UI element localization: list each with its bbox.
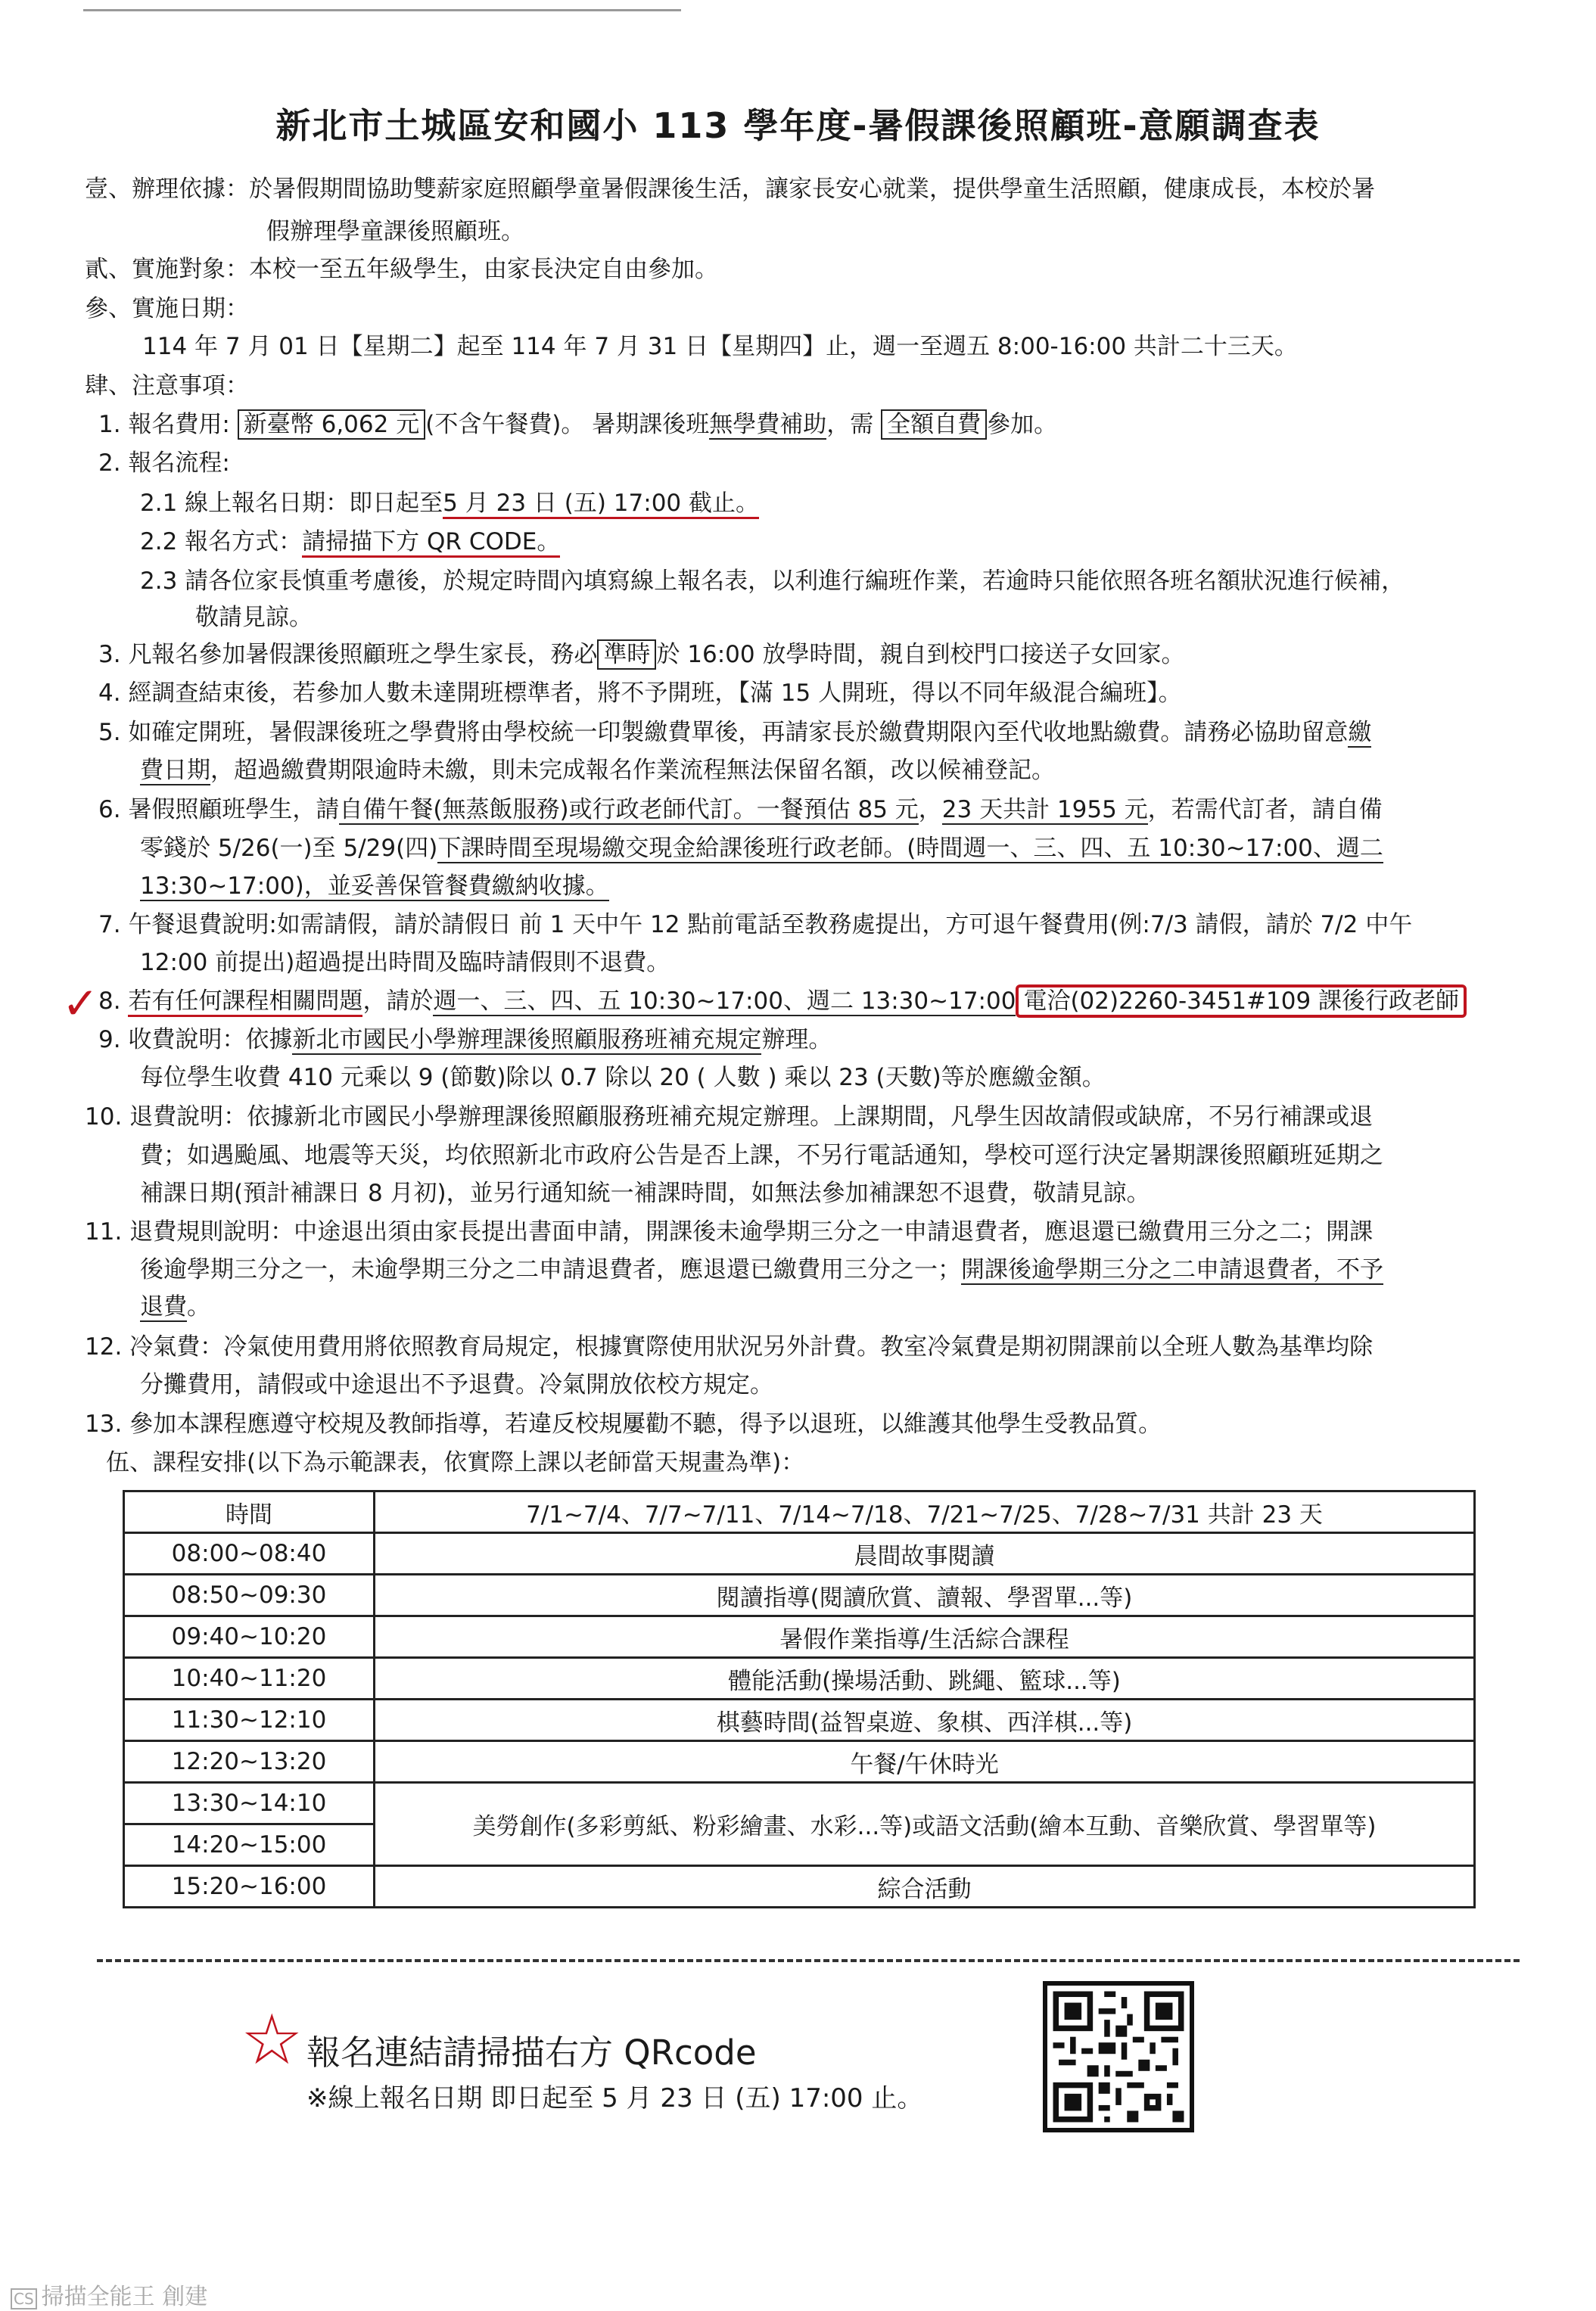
fee-box: 新臺幣 6,062 元 xyxy=(238,409,425,440)
item-12-line-2: 分攤費用，請假或中途退出不予退費。冷氣開放依校方規定。 xyxy=(140,1371,773,1398)
item-6-line-2 xyxy=(140,833,1383,863)
item-5-underline: 繳 xyxy=(1348,719,1372,746)
no-refund-rule: 開課後逾學期三分之二申請退費者，不予 xyxy=(961,1256,1383,1283)
item-11-text-2: 後逾學期三分之一，未逾學期三分之二申請退費者，應退還已繳費用三分之一； xyxy=(140,1256,961,1283)
item-13-text: 參加本課程應遵守校規及教師指導，若違反校規屢勸不聽，得予以退班，以維護其他學生受教品質。 xyxy=(129,1411,1162,1438)
item-11-line-3 xyxy=(140,1292,210,1322)
item-number: 11. xyxy=(85,1218,123,1246)
item-2 xyxy=(98,448,230,478)
table-row xyxy=(124,1866,1475,1908)
sub-number: 2.1 xyxy=(140,490,178,517)
qr-code-icon[interactable] xyxy=(1043,1981,1194,2132)
registration-deadline: 5 月 23 日 (五) 17:00 截止。 xyxy=(443,490,759,519)
item-6-text-3: 零錢於 5/26(一)至 5/29(四) xyxy=(140,835,438,862)
section-2: 貳、實施對象：本校一至五年級學生，由家長決定自由參加。 xyxy=(85,256,718,283)
item-3-text-2: 於 16:00 放學時間，親自到校門口接送子女回家。 xyxy=(656,641,1185,668)
item-8 xyxy=(98,986,1467,1016)
activity-cell: 美勞創作(多彩剪紙、粉彩繪畫、水彩...等)或語文活動(繪本互動、音樂欣賞、學習單等) xyxy=(375,1783,1475,1866)
item-3 xyxy=(98,639,1184,670)
time-cell: 10:40~11:20 xyxy=(124,1658,375,1700)
lunch-total: 23 天共計 1955 元 xyxy=(941,796,1148,823)
checkmark-icon: ✓ xyxy=(62,978,99,1029)
contact-phone: 電洽(02)2260-3451#109 課後行政老師 xyxy=(1016,984,1467,1018)
item-1-text: (不含午餐費)。 暑期課後班 xyxy=(425,411,710,438)
item-number: 7. xyxy=(98,911,121,938)
item-1-text-2: ，需 xyxy=(826,411,874,438)
header-dates: 7/1~7/4、7/7~7/11、7/14~7/18、7/21~7/25、7/28~7/31 共計 23 天 xyxy=(375,1491,1475,1533)
qr-code-graphic xyxy=(1047,1986,1190,2128)
item-6-line-3 xyxy=(140,871,609,901)
payment-date: 費日期 xyxy=(140,757,210,784)
no-subsidy: 無學費補助 xyxy=(709,411,827,438)
item-number: 2. xyxy=(98,449,121,477)
item-9-text: 收費說明：依據 xyxy=(128,1026,293,1053)
item-number: 1. xyxy=(98,411,121,438)
time-cell: 13:30~14:10 xyxy=(124,1783,375,1824)
lunch-option: 自備午餐(無蒸飯服務)或行政老師代訂。一餐預估 85 元 xyxy=(339,796,919,823)
contact-hours: 週一、三、四、五 10:30~17:00、週二 13:30~17:00 xyxy=(433,988,1016,1015)
activity-cell: 綜合活動 xyxy=(375,1866,1475,1908)
registration-method: 請掃描下方 QR CODE。 xyxy=(302,528,560,558)
item-7 xyxy=(98,910,1412,940)
item-5-text-2: ，超過繳費期限逾時未繳，則未完成報名作業流程無法保留名額，改以候補登記。 xyxy=(210,757,1055,784)
item-10-line-2: 費；如遇颱風、地震等天災，均依照新北市政府公告是否上課，不另行電話通知，學校可逕行決定暑期課後照顧班延期之 xyxy=(140,1142,1383,1169)
item-11-line-2 xyxy=(140,1255,1383,1285)
item-2-2 xyxy=(140,527,560,557)
registration-date-note: ※線上報名日期 即日起至 5 月 23 日 (五) 17:00 止。 xyxy=(306,2083,923,2113)
item-11 xyxy=(85,1217,1373,1247)
self-pay-box: 全額自費 xyxy=(881,409,987,440)
scanner-text: 掃描全能王 創建 xyxy=(41,2284,208,2310)
activity-cell: 閱讀指導(閱讀欣賞、讀報、學習單...等) xyxy=(375,1575,1475,1616)
item-1-label: 報名費用: xyxy=(128,411,230,438)
item-5-text: 如確定開班，暑假課後班之學費將由學校統一印製繳費單後，再請家長於繳費期限內至代收地點繳費。請務必協助留意 xyxy=(128,719,1349,746)
table-row xyxy=(124,1783,1475,1824)
item-2-label: 報名流程: xyxy=(128,449,230,477)
scan-edge-line xyxy=(83,9,681,11)
item-8-text: ，請於 xyxy=(362,988,434,1015)
no-refund-rule-2: 退費 xyxy=(140,1293,187,1320)
item-6 xyxy=(98,795,1383,825)
item-2-3-line-2: 敬請見諒。 xyxy=(195,604,313,631)
section-3-date: 114 年 7 月 01 日【星期二】起至 114 年 7 月 31 日【星期四】止，週一至週五 8:00-16:00 共計二十三天。 xyxy=(142,333,1298,360)
registration-link-text: 報名連結請掃描右方 QRcode xyxy=(306,2033,757,2073)
activity-cell: 午餐/午休時光 xyxy=(375,1741,1475,1783)
regulation-name: 新北市國民小學辦理課後照顧服務班補充規定 xyxy=(292,1026,762,1053)
item-9-text-2: 辦理。 xyxy=(761,1026,832,1053)
payment-time-2: 13:30~17:00)，並妥善保管餐費繳納收據。 xyxy=(140,872,609,900)
item-2-3-text: 請各位家長慎重考慮後，於規定時間內填寫線上報名表，以利進行編班作業，若逾時只能依照各班名額狀況進行候補， xyxy=(185,568,1405,595)
table-row xyxy=(124,1700,1475,1741)
schedule-heading: 伍、課程安排(以下為示範課表，依實際上課以老師當天規畫為準)： xyxy=(106,1449,805,1476)
item-5 xyxy=(98,717,1371,748)
item-13 xyxy=(85,1409,1162,1439)
item-5-line-2 xyxy=(140,755,1055,785)
time-cell: 08:50~09:30 xyxy=(124,1575,375,1616)
item-12-text: 冷氣費：冷氣使用費用將依照教育局規定，根據實際使用狀況另外計費。教室冷氣費是期初開課前以全班人數為基準均除 xyxy=(129,1333,1374,1361)
section-4: 肆、注意事項： xyxy=(85,372,249,400)
activity-cell: 暑假作業指導/生活綜合課程 xyxy=(375,1616,1475,1658)
item-4-text: 經調查結束後，若參加人數未達開班標準者，將不予開班，【滿 15 人開班，得以不同年級混合編班】。 xyxy=(128,680,1182,707)
sub-number: 2.3 xyxy=(140,568,178,595)
item-2-3 xyxy=(140,566,1405,596)
item-number: 6. xyxy=(98,796,121,823)
activity-cell: 棋藝時間(益智桌遊、象棋、西洋棋...等) xyxy=(375,1700,1475,1741)
item-4 xyxy=(98,678,1182,708)
item-2-1 xyxy=(140,488,759,518)
time-cell: 14:20~15:00 xyxy=(124,1824,375,1866)
item-3-text: 凡報名參加暑假課後照顧班之學生家長，務必 xyxy=(128,641,598,668)
cut-line xyxy=(97,1959,1520,1962)
table-row xyxy=(124,1616,1475,1658)
table-row xyxy=(124,1533,1475,1575)
item-number: 5. xyxy=(98,719,121,746)
time-cell: 09:40~10:20 xyxy=(124,1616,375,1658)
item-number: 10. xyxy=(85,1103,123,1131)
section-1-line-2: 假辦理學童課後照顧班。 xyxy=(266,218,524,245)
item-9 xyxy=(98,1025,832,1055)
header-time: 時間 xyxy=(124,1491,375,1533)
item-10-line-3: 補課日期(預計補課日 8 月初)，並另行通知統一補課時間，如無法參加補課恕不退費，敬請見諒。 xyxy=(140,1180,1150,1207)
item-9-line-2: 每位學生收費 410 元乘以 9 (節數)除以 0.7 除以 20 ( 人數 ) 乘以 23 (天數)等於應繳金額。 xyxy=(140,1064,1106,1091)
item-number: 4. xyxy=(98,680,121,707)
section-3: 參、實施日期： xyxy=(85,295,249,322)
item-10-text: 退費說明：依據新北市國民小學辦理課後照顧服務班補充規定辦理。上課期間，凡學生因故請假或缺席，不另行補課或退 xyxy=(129,1103,1374,1131)
item-1 xyxy=(98,409,1057,440)
scanner-logo-icon: CS xyxy=(11,2288,37,2309)
registration-date-label: 線上報名日期：即日起至 xyxy=(185,490,443,517)
table-row xyxy=(124,1741,1475,1783)
table-row xyxy=(124,1575,1475,1616)
item-1-text-3: 參加。 xyxy=(987,411,1058,438)
item-6-text-2: ，若需代訂者，請自備 xyxy=(1147,796,1383,823)
item-6-comma: ， xyxy=(918,796,942,823)
time-cell: 11:30~12:10 xyxy=(124,1700,375,1741)
item-number: 9. xyxy=(98,1026,121,1053)
item-10 xyxy=(85,1102,1373,1132)
schedule-table xyxy=(123,1490,1476,1908)
item-number: 13. xyxy=(85,1411,123,1438)
item-12 xyxy=(85,1332,1373,1362)
activity-cell: 體能活動(操場活動、跳繩、籃球...等) xyxy=(375,1658,1475,1700)
item-6-text: 暑假照顧班學生，請 xyxy=(128,796,340,823)
item-11-end: 。 xyxy=(187,1293,210,1320)
payment-time: 下課時間至現場繳交現金給課後班行政老師。(時間週一、三、四、五 10:30~17:00、週二 xyxy=(437,835,1383,862)
page-title: 新北市土城區安和國小 113 學年度-暑假課後照顧班-意願調查表 xyxy=(275,105,1321,146)
section-1-line-1: 壹、辦理依據：於暑假期間協助雙薪家庭照顧學童暑假課後生活，讓家長安心就業，提供學童生活照顧，健康成長，本校於暑 xyxy=(85,176,1375,203)
course-questions: 若有任何課程相關問題 xyxy=(128,988,362,1017)
item-7-text: 午餐退費說明:如需請假，請於請假日 前 1 天中午 12 點前電話至教務處提出，方可退午餐費用(例:7/3 請假，請於 7/2 中午 xyxy=(128,911,1413,938)
sub-number: 2.2 xyxy=(140,528,178,555)
item-number: 8. xyxy=(98,988,121,1015)
time-cell: 15:20~16:00 xyxy=(124,1866,375,1908)
item-number: 12. xyxy=(85,1333,123,1361)
star-icon: ☆ xyxy=(241,1999,303,2080)
table-header-row xyxy=(124,1491,1475,1533)
item-11-text: 退費規則說明：中途退出須由家長提出書面申請，開課後未逾學期三分之一申請退費者，應退還已繳費用三分之二；開課 xyxy=(129,1218,1374,1246)
item-number: 3. xyxy=(98,641,121,668)
table-row xyxy=(124,1658,1475,1700)
on-time-box: 準時 xyxy=(597,639,656,670)
scanner-watermark xyxy=(11,2278,207,2311)
activity-cell: 晨間故事閱讀 xyxy=(375,1533,1475,1575)
registration-method-label: 報名方式： xyxy=(185,528,303,555)
time-cell: 08:00~08:40 xyxy=(124,1533,375,1575)
item-7-line-2: 12:00 前提出)超過提出時間及臨時請假則不退費。 xyxy=(140,949,670,976)
time-cell: 12:20~13:20 xyxy=(124,1741,375,1783)
